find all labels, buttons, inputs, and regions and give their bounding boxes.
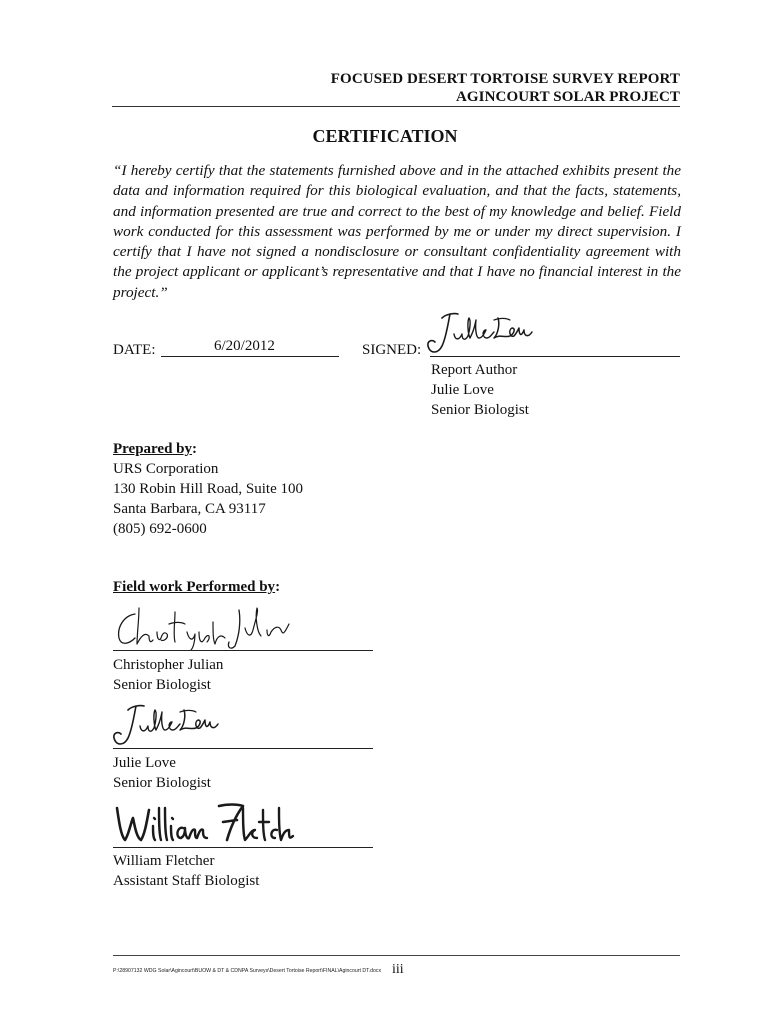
certification-statement: “I hereby certify that the statements furnished above and in the attached exhibits present the data and information required for this biological evaluation, and that the facts, statements, and information presented are true and correct to the best of my knowledge and belief. Field work conducted for this assessment was performed by me or under my direct supervision. I certify that I have not signed a nondisclosure or consultant confidentiality agreement with the project applicant or applicant’s representative and that I have no financial interest in the project.” [113, 162, 681, 301]
page-title: CERTIFICATION [312, 126, 458, 146]
author-name: Julie Love [431, 382, 494, 398]
field-person-name-1: Christopher Julian [113, 657, 224, 673]
author-role: Report Author [431, 362, 518, 378]
author-signature [424, 308, 534, 358]
author-title: Senior Biologist [431, 402, 529, 418]
date-line [161, 356, 339, 357]
field-person-name-2: Julie Love [113, 755, 176, 771]
header-rule [112, 106, 680, 107]
field-person-3 [113, 851, 259, 891]
field-work-colon: : [275, 579, 281, 595]
company-name: URS Corporation [113, 461, 219, 477]
field-work-heading: Field work Performed by [113, 579, 276, 595]
page-number: iii [392, 962, 404, 977]
field-person-1 [113, 655, 223, 695]
field-person-2 [113, 753, 211, 793]
address-line-2: Santa Barbara, CA 93117 [113, 501, 266, 517]
field-person-title-2: Senior Biologist [113, 775, 211, 791]
field-signature-1 [113, 602, 303, 652]
prepared-by-colon: : [192, 441, 198, 457]
prepared-by-block [113, 439, 303, 539]
field-signature-2 [110, 700, 220, 750]
field-work-heading-row [113, 577, 280, 597]
field-signature-3 [115, 800, 295, 848]
field-person-name-3: William Fletcher [113, 853, 215, 869]
signed-label: SIGNED: [362, 342, 422, 358]
author-block [431, 360, 529, 420]
header-report-title: FOCUSED DESERT TORTOISE SURVEY REPORT [330, 71, 680, 87]
footer-file-path: P:\28907132 WDG Solar\Agincourt\BUOW & DT & CDNPA Surveys\Desert Tortoise Report\FINAL\Agincourt DT.docx [113, 968, 382, 974]
field-signature-line-2 [113, 748, 373, 749]
field-signature-line-1 [113, 650, 373, 651]
date-value: 6/20/2012 [214, 338, 275, 354]
address-line-1: 130 Robin Hill Road, Suite 100 [113, 481, 304, 497]
date-label: DATE: [113, 342, 156, 358]
field-person-title-3: Assistant Staff Biologist [113, 873, 260, 889]
field-signature-line-3 [113, 847, 373, 848]
header-project-name: AGINCOURT SOLAR PROJECT [455, 89, 680, 105]
prepared-by-heading: Prepared by [113, 441, 193, 457]
footer-rule [113, 955, 680, 956]
report-header [331, 70, 680, 106]
field-person-title-1: Senior Biologist [113, 677, 211, 693]
phone-number: (805) 692-0600 [113, 521, 207, 537]
